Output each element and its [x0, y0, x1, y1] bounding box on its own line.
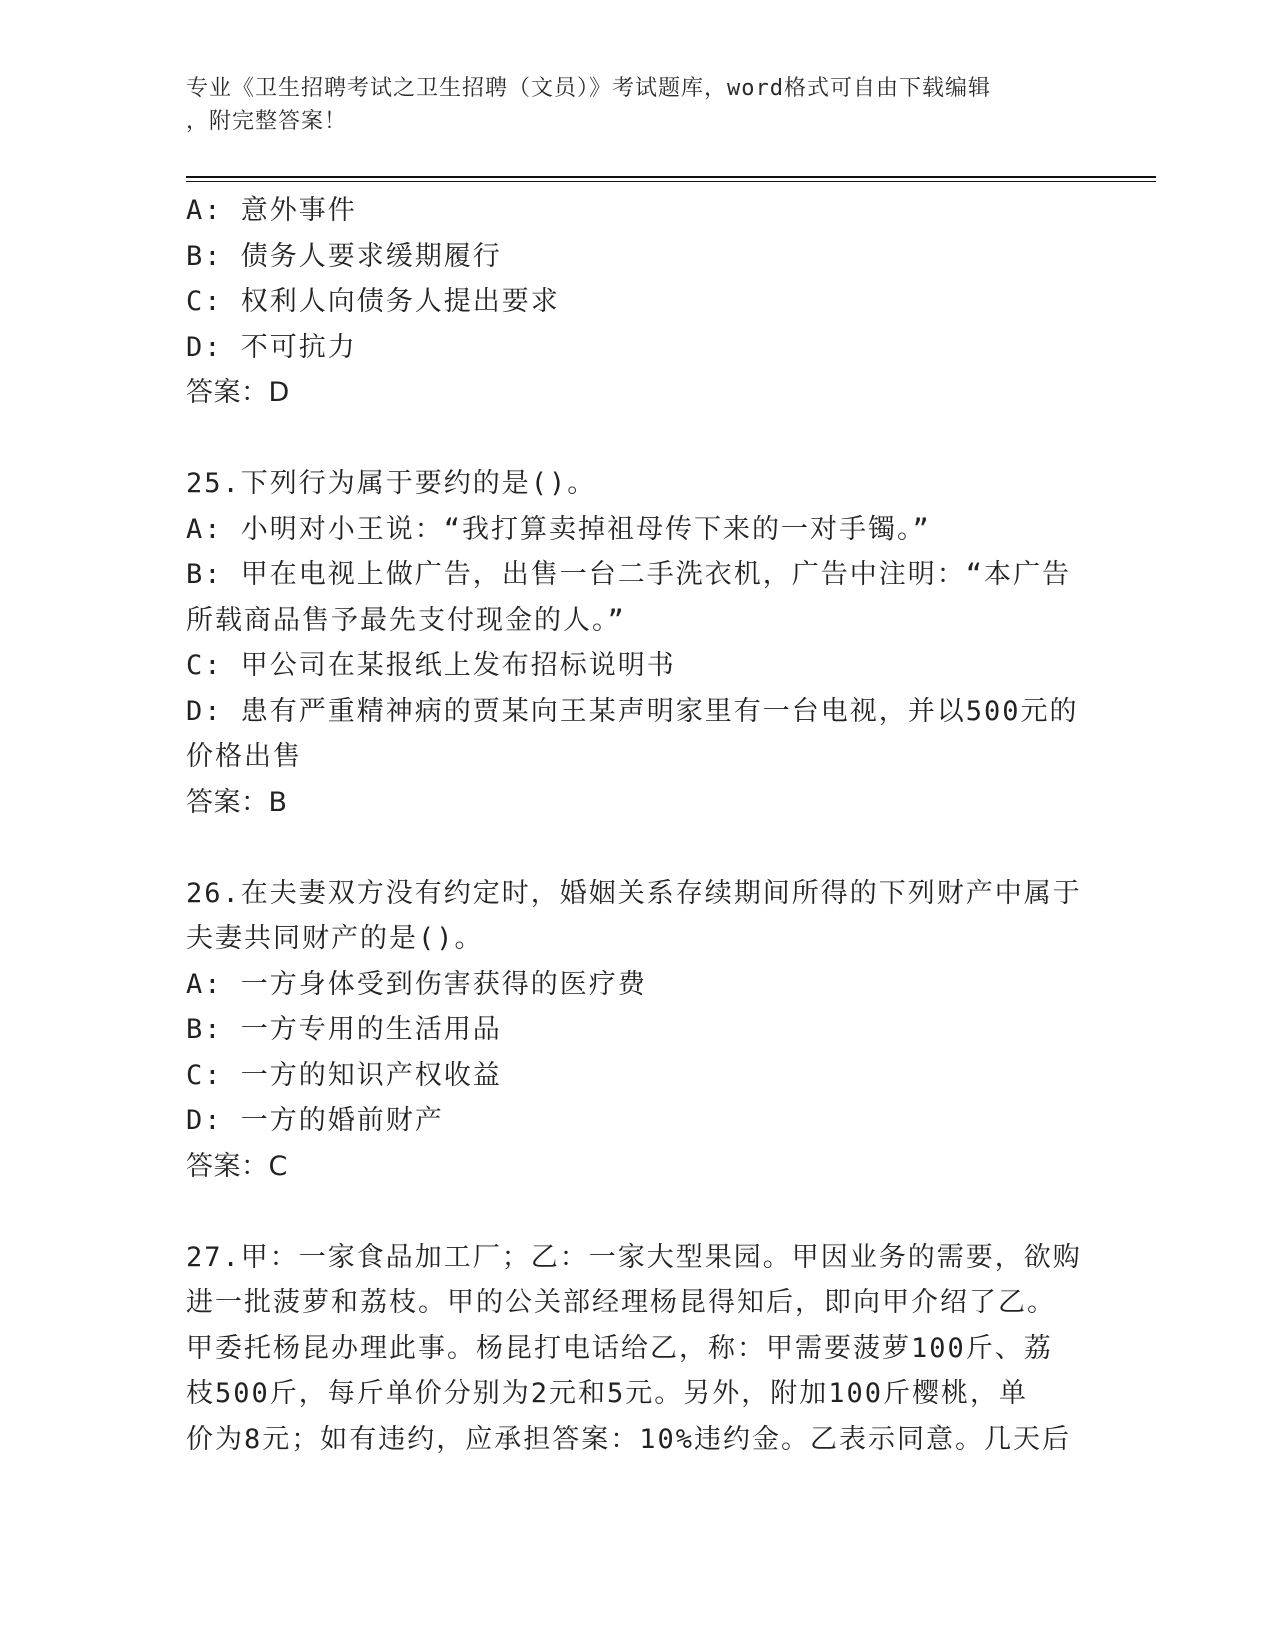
header-line: 专业《卫生招聘考试之卫生招聘（文员）》考试题库，word格式可自由下载编辑	[186, 76, 991, 101]
question-content	[186, 188, 1086, 1462]
spacer	[186, 416, 1086, 462]
option-b: B: 甲在电视上做广告，出售一台二手洗衣机，广告中注明：“本广告	[186, 559, 1072, 590]
question-stem-continued: 价为8元；如有违约，应承担答案：10%违约金。乙表示同意。几天后	[186, 1423, 1072, 1455]
option-c: C: 权利人向债务人提出要求	[186, 286, 560, 317]
option-d: D: 不可抗力	[186, 331, 357, 363]
question-26	[186, 871, 1086, 1190]
option-d-continued: 价格出售	[186, 741, 302, 772]
option-a: A: 小明对小王说：“我打算卖掉祖母传下来的一对手镯。”	[186, 513, 931, 545]
question-stem-continued: 夫妻共同财产的是()。	[186, 923, 484, 954]
option-c: C: 甲公司在某报纸上发布招标说明书	[186, 650, 676, 681]
question-stem-continued: 枝500斤，每斤单价分别为2元和5元。另外，附加100斤樱桃，单	[186, 1378, 1029, 1409]
question-stem: 26.在夫妻双方没有约定时，婚姻关系存续期间所得的下列财产中属于	[186, 877, 1082, 909]
spacer	[186, 825, 1086, 871]
question-stem: 27.甲：一家食品加工厂；乙：一家大型果园。甲因业务的需要，欲购	[186, 1241, 1082, 1273]
header-divider	[186, 176, 1156, 178]
answer: 答案：D	[186, 377, 290, 408]
option-d: D: 一方的婚前财产	[186, 1105, 444, 1136]
answer: 答案：B	[186, 786, 288, 818]
answer: 答案：C	[186, 1150, 288, 1182]
question-stem-continued: 甲委托杨昆办理此事。杨昆打电话给乙，称：甲需要菠萝100斤、荔	[186, 1332, 1053, 1364]
option-c: C: 一方的知识产权收益	[186, 1059, 502, 1091]
option-b: B: 债务人要求缓期履行	[186, 240, 502, 272]
header-line: ，附完整答案！	[186, 109, 348, 134]
option-a: A: 意外事件	[186, 195, 357, 226]
header-divider	[186, 181, 1156, 182]
question-stem: 25.下列行为属于要约的是()。	[186, 468, 597, 499]
option-b-continued: 所载商品售予最先支付现金的人。”	[186, 604, 626, 636]
question-27	[186, 1235, 1086, 1463]
document-header	[186, 72, 1066, 138]
option-b: B: 一方专用的生活用品	[186, 1014, 502, 1045]
question-25	[186, 461, 1086, 825]
question-24	[186, 188, 1086, 416]
option-a: A: 一方身体受到伤害获得的医疗费	[186, 968, 647, 1000]
spacer	[186, 1189, 1086, 1235]
question-stem-continued: 进一批菠萝和荔枝。甲的公关部经理杨昆得知后，即向甲介绍了乙。	[186, 1287, 1056, 1318]
option-d: D: 患有严重精神病的贾某向王某声明家里有一台电视，并以500元的	[186, 695, 1079, 727]
